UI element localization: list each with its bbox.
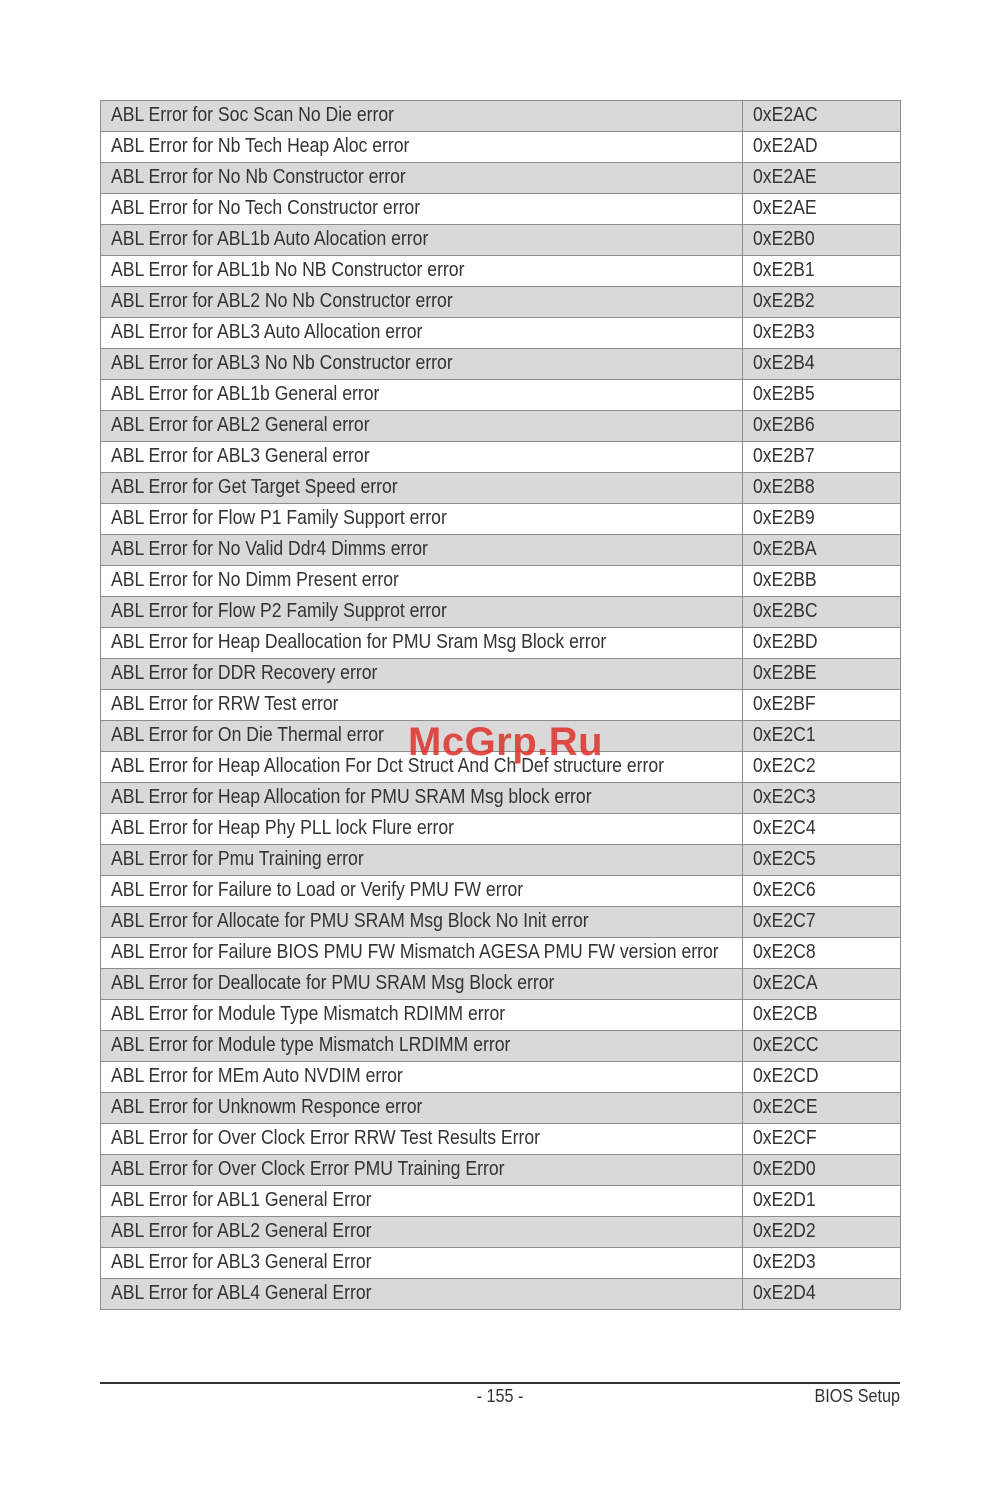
error-code-cell xyxy=(743,132,901,163)
error-code: 0xE2BF xyxy=(753,693,816,715)
error-code: 0xE2BE xyxy=(753,662,817,684)
error-description: ABL Error for Module type Mismatch LRDIMM error xyxy=(111,1034,511,1056)
error-code: 0xE2CA xyxy=(753,972,818,994)
error-code-cell xyxy=(743,566,901,597)
error-code: 0xE2C8 xyxy=(753,941,816,963)
table-row xyxy=(101,783,901,814)
error-description: ABL Error for ABL2 General error xyxy=(111,414,370,436)
error-description: ABL Error for Failure to Load or Verify PMU FW error xyxy=(111,879,524,901)
error-code: 0xE2CF xyxy=(753,1127,817,1149)
error-code-cell xyxy=(743,194,901,225)
error-code: 0xE2CC xyxy=(753,1034,819,1056)
error-code-cell xyxy=(743,783,901,814)
error-code-cell xyxy=(743,318,901,349)
error-description: ABL Error for Flow P2 Family Supprot error xyxy=(111,600,447,622)
error-description: ABL Error for On Die Thermal error xyxy=(111,724,384,746)
error-description: ABL Error for Module Type Mismatch RDIMM error xyxy=(111,1003,506,1025)
table-row xyxy=(101,1031,901,1062)
error-description-cell xyxy=(101,969,743,1000)
error-code: 0xE2B0 xyxy=(753,228,815,250)
error-code: 0xE2D3 xyxy=(753,1251,816,1273)
table-row xyxy=(101,442,901,473)
error-description: ABL Error for Over Clock Error PMU Training Error xyxy=(111,1158,505,1180)
error-code-cell xyxy=(743,814,901,845)
error-code: 0xE2BD xyxy=(753,631,818,653)
error-code-cell xyxy=(743,473,901,504)
error-code-cell xyxy=(743,876,901,907)
error-description-cell xyxy=(101,1217,743,1248)
error-description: ABL Error for Deallocate for PMU SRAM Msg Block error xyxy=(111,972,555,994)
error-code-cell xyxy=(743,938,901,969)
error-description: ABL Error for Heap Deallocation for PMU Sram Msg Block error xyxy=(111,631,607,653)
error-description-cell xyxy=(101,1186,743,1217)
error-code-cell xyxy=(743,969,901,1000)
error-code-cell xyxy=(743,690,901,721)
error-code: 0xE2BC xyxy=(753,600,818,622)
error-description-cell xyxy=(101,380,743,411)
error-code-cell xyxy=(743,1031,901,1062)
error-code-cell xyxy=(743,101,901,132)
error-description: ABL Error for Allocate for PMU SRAM Msg Block No Init error xyxy=(111,910,589,932)
table-row xyxy=(101,1093,901,1124)
error-description: ABL Error for Flow P1 Family Support error xyxy=(111,507,447,529)
error-code: 0xE2AE xyxy=(753,166,817,188)
error-description: ABL Error for ABL3 General error xyxy=(111,445,370,467)
error-description: ABL Error for DDR Recovery error xyxy=(111,662,378,684)
error-code-cell xyxy=(743,1248,901,1279)
table-row xyxy=(101,380,901,411)
error-description-cell xyxy=(101,101,743,132)
error-code-cell xyxy=(743,163,901,194)
error-description-cell xyxy=(101,1248,743,1279)
table-row xyxy=(101,814,901,845)
table-row xyxy=(101,163,901,194)
error-description: ABL Error for MEm Auto NVDIM error xyxy=(111,1065,403,1087)
error-description-cell xyxy=(101,1062,743,1093)
error-code-cell xyxy=(743,1093,901,1124)
error-description: ABL Error for RRW Test error xyxy=(111,693,339,715)
error-code: 0xE2B4 xyxy=(753,352,815,374)
error-description-cell xyxy=(101,1000,743,1031)
error-description: ABL Error for ABL3 General Error xyxy=(111,1251,372,1273)
error-code-table xyxy=(100,100,901,1310)
error-code: 0xE2B8 xyxy=(753,476,815,498)
error-code-table-body xyxy=(101,101,901,1310)
error-code: 0xE2C4 xyxy=(753,817,816,839)
table-row xyxy=(101,132,901,163)
error-code-cell xyxy=(743,1062,901,1093)
error-code-cell xyxy=(743,1155,901,1186)
table-row xyxy=(101,411,901,442)
error-code: 0xE2BA xyxy=(753,538,817,560)
error-code-cell xyxy=(743,907,901,938)
error-description-cell xyxy=(101,318,743,349)
table-row xyxy=(101,1124,901,1155)
error-code-cell xyxy=(743,628,901,659)
error-code: 0xE2B3 xyxy=(753,321,815,343)
table-row xyxy=(101,1155,901,1186)
error-code: 0xE2B5 xyxy=(753,383,815,405)
table-row xyxy=(101,907,901,938)
error-description-cell xyxy=(101,194,743,225)
table-row xyxy=(101,225,901,256)
error-code-cell xyxy=(743,845,901,876)
error-code-cell xyxy=(743,752,901,783)
table-row xyxy=(101,876,901,907)
error-code: 0xE2B6 xyxy=(753,414,815,436)
error-description: ABL Error for Heap Phy PLL lock Flure error xyxy=(111,817,455,839)
table-row xyxy=(101,504,901,535)
error-description: ABL Error for Get Target Speed error xyxy=(111,476,398,498)
table-row xyxy=(101,101,901,132)
error-description: ABL Error for No Tech Constructor error xyxy=(111,197,421,219)
error-description-cell xyxy=(101,876,743,907)
error-code-cell xyxy=(743,349,901,380)
error-code-cell xyxy=(743,287,901,318)
table-row xyxy=(101,318,901,349)
error-code-cell xyxy=(743,1186,901,1217)
error-description: ABL Error for Heap Allocation For Dct Struct And Ch Def structure error xyxy=(111,755,664,777)
error-description-cell xyxy=(101,1279,743,1310)
error-description-cell xyxy=(101,1031,743,1062)
error-description: ABL Error for No Valid Ddr4 Dimms error xyxy=(111,538,428,560)
error-description: ABL Error for Over Clock Error RRW Test Results Error xyxy=(111,1127,540,1149)
error-description-cell xyxy=(101,783,743,814)
error-description: ABL Error for Soc Scan No Die error xyxy=(111,104,395,126)
error-code: 0xE2CD xyxy=(753,1065,819,1087)
table-row xyxy=(101,1186,901,1217)
error-code-cell xyxy=(743,1279,901,1310)
error-description: ABL Error for ABL4 General Error xyxy=(111,1282,372,1304)
error-code-cell xyxy=(743,225,901,256)
error-code-cell xyxy=(743,535,901,566)
table-row xyxy=(101,1000,901,1031)
table-row xyxy=(101,194,901,225)
error-description: ABL Error for ABL1b Auto Alocation error xyxy=(111,228,429,250)
watermark-logo: McGrp.Ru xyxy=(408,720,604,764)
error-description-cell xyxy=(101,907,743,938)
error-description-cell xyxy=(101,504,743,535)
error-code: 0xE2AC xyxy=(753,104,818,126)
error-code-cell xyxy=(743,411,901,442)
error-description: ABL Error for ABL1b No NB Constructor error xyxy=(111,259,465,281)
error-description-cell xyxy=(101,1124,743,1155)
error-description: ABL Error for No Dimm Present error xyxy=(111,569,399,591)
error-code: 0xE2C7 xyxy=(753,910,816,932)
error-description: ABL Error for Nb Tech Heap Aloc error xyxy=(111,135,410,157)
table-row xyxy=(101,1062,901,1093)
error-description-cell xyxy=(101,814,743,845)
error-code: 0xE2D2 xyxy=(753,1220,816,1242)
error-code-cell xyxy=(743,1217,901,1248)
error-description-cell xyxy=(101,845,743,876)
error-description: ABL Error for ABL3 Auto Allocation error xyxy=(111,321,423,343)
table-row xyxy=(101,349,901,380)
table-row xyxy=(101,287,901,318)
table-row xyxy=(101,659,901,690)
error-description: ABL Error for No Nb Constructor error xyxy=(111,166,406,188)
error-description-cell xyxy=(101,132,743,163)
error-code: 0xE2B1 xyxy=(753,259,815,281)
error-code: 0xE2C2 xyxy=(753,755,816,777)
error-description-cell xyxy=(101,1155,743,1186)
error-code-cell xyxy=(743,256,901,287)
error-code-cell xyxy=(743,380,901,411)
table-row xyxy=(101,969,901,1000)
error-code: 0xE2AE xyxy=(753,197,817,219)
error-description-cell xyxy=(101,256,743,287)
error-description-cell xyxy=(101,411,743,442)
table-row xyxy=(101,628,901,659)
error-code: 0xE2CE xyxy=(753,1096,818,1118)
error-description: ABL Error for ABL1 General Error xyxy=(111,1189,372,1211)
error-code: 0xE2C1 xyxy=(753,724,816,746)
error-code: 0xE2BB xyxy=(753,569,817,591)
error-code-cell xyxy=(743,504,901,535)
error-description-cell xyxy=(101,628,743,659)
error-description-cell xyxy=(101,659,743,690)
error-code: 0xE2AD xyxy=(753,135,818,157)
footer-section-title xyxy=(805,1386,900,1407)
error-code: 0xE2C5 xyxy=(753,848,816,870)
table-row xyxy=(101,473,901,504)
page-number-text: - 155 - xyxy=(476,1386,524,1406)
error-description: ABL Error for Failure BIOS PMU FW Mismatch AGESA PMU FW version error xyxy=(111,941,719,963)
error-description: ABL Error for Heap Allocation for PMU SRAM Msg block error xyxy=(111,786,592,808)
error-code-cell xyxy=(743,442,901,473)
error-description: ABL Error for ABL3 No Nb Constructor error xyxy=(111,352,453,374)
table-row xyxy=(101,597,901,628)
table-row xyxy=(101,1217,901,1248)
error-description-cell xyxy=(101,566,743,597)
error-code: 0xE2C6 xyxy=(753,879,816,901)
table-row xyxy=(101,566,901,597)
error-description-cell xyxy=(101,938,743,969)
table-row xyxy=(101,690,901,721)
table-row xyxy=(101,1279,901,1310)
error-code: 0xE2B2 xyxy=(753,290,815,312)
error-description-cell xyxy=(101,349,743,380)
error-description-cell xyxy=(101,690,743,721)
error-code-cell xyxy=(743,597,901,628)
error-code-cell xyxy=(743,659,901,690)
error-description-cell xyxy=(101,597,743,628)
footer-section-text: BIOS Setup xyxy=(814,1386,900,1406)
table-row xyxy=(101,256,901,287)
error-code-cell xyxy=(743,721,901,752)
table-row xyxy=(101,535,901,566)
error-description-cell xyxy=(101,442,743,473)
error-code: 0xE2D1 xyxy=(753,1189,816,1211)
error-code: 0xE2B7 xyxy=(753,445,815,467)
error-description-cell xyxy=(101,473,743,504)
error-description-cell xyxy=(101,287,743,318)
error-description: ABL Error for ABL1b General error xyxy=(111,383,380,405)
error-code: 0xE2D4 xyxy=(753,1282,816,1304)
error-description: ABL Error for Unknowm Responce error xyxy=(111,1096,423,1118)
error-description: ABL Error for Pmu Training error xyxy=(111,848,364,870)
error-description-cell xyxy=(101,535,743,566)
table-row xyxy=(101,845,901,876)
table-row xyxy=(101,1248,901,1279)
footer-divider xyxy=(100,1382,900,1384)
error-description-cell xyxy=(101,1093,743,1124)
error-description: ABL Error for ABL2 General Error xyxy=(111,1220,372,1242)
error-description: ABL Error for ABL2 No Nb Constructor error xyxy=(111,290,453,312)
error-code: 0xE2C3 xyxy=(753,786,816,808)
error-code-cell xyxy=(743,1124,901,1155)
error-description-cell xyxy=(101,225,743,256)
error-code: 0xE2B9 xyxy=(753,507,815,529)
table-row xyxy=(101,938,901,969)
error-code: 0xE2CB xyxy=(753,1003,818,1025)
error-code-cell xyxy=(743,1000,901,1031)
error-code: 0xE2D0 xyxy=(753,1158,816,1180)
error-description-cell xyxy=(101,163,743,194)
